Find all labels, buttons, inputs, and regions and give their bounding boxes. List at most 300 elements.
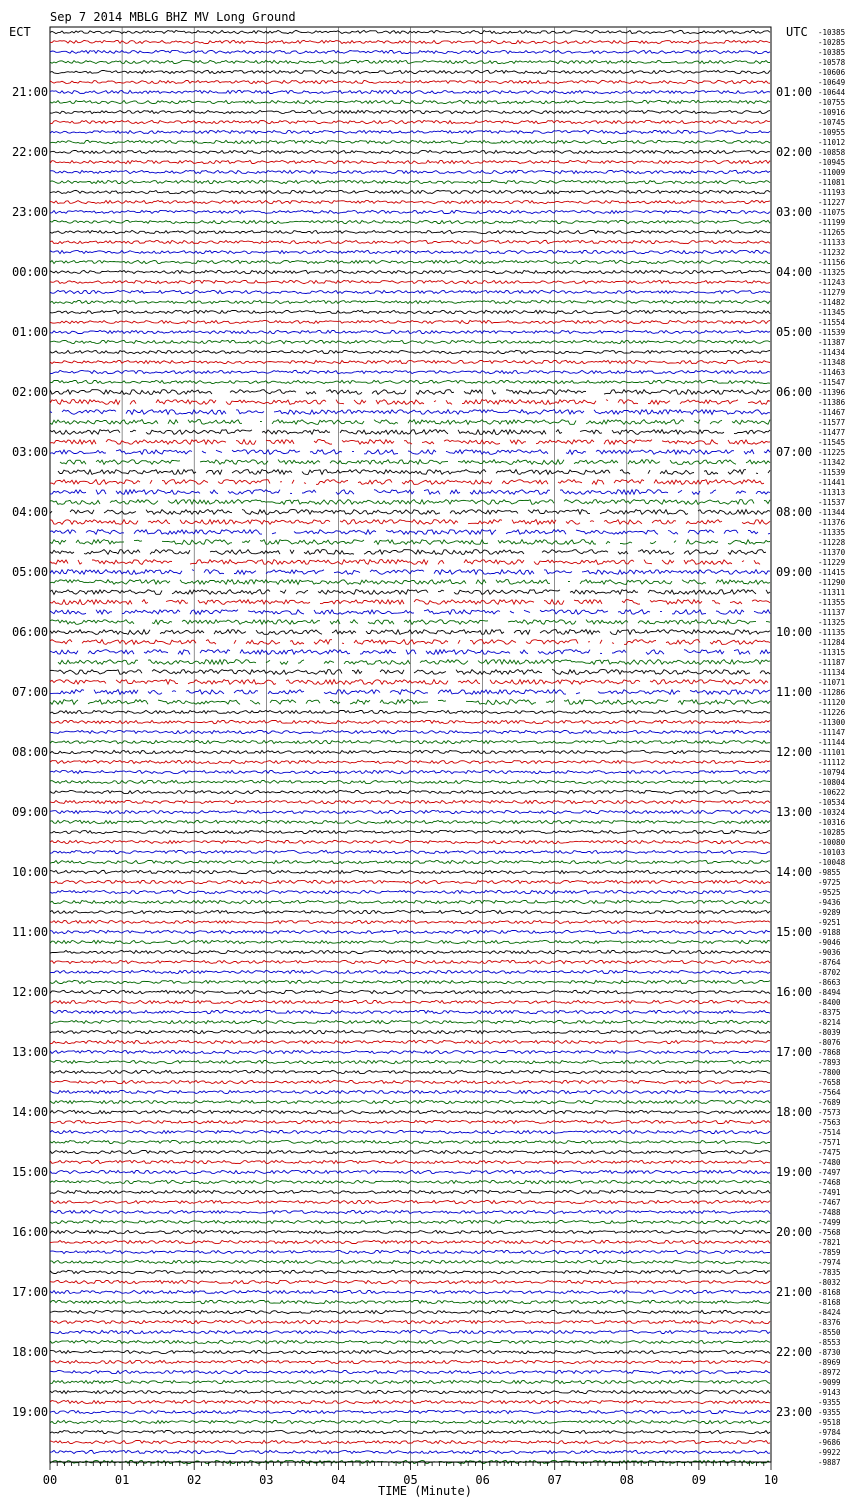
trace-line [50, 1320, 770, 1323]
trace-offset-label: -11009 [818, 168, 846, 177]
trace-offset-label: -11120 [818, 698, 846, 707]
trace-offset-label: -11376 [818, 518, 846, 527]
trace-offset-label: -11345 [818, 308, 846, 317]
trace-offset-label: -8375 [818, 1008, 841, 1017]
trace-line [50, 90, 770, 93]
trace-offset-label: -11075 [818, 208, 846, 217]
trace-line [50, 1280, 770, 1283]
trace-offset-label: -7497 [818, 1168, 841, 1177]
trace-offset-label: -11133 [818, 238, 846, 247]
trace-offset-label: -11144 [818, 738, 846, 747]
trace-line [50, 900, 770, 903]
left-hour-label: 08:00 [12, 745, 49, 759]
trace-line [50, 110, 770, 113]
trace-offset-label: -11227 [818, 198, 846, 207]
trace-line [50, 590, 770, 595]
trace-line [50, 300, 770, 303]
trace-offset-label: -11577 [818, 418, 846, 427]
trace-line [50, 420, 770, 425]
trace-line [50, 260, 770, 263]
trace-offset-label: -7468 [818, 1178, 841, 1187]
trace-line [50, 150, 770, 153]
trace-offset-label: -8494 [818, 988, 841, 997]
trace-line [50, 1440, 770, 1443]
trace-offset-label: -11537 [818, 498, 846, 507]
trace-offset-label: -8168 [818, 1288, 841, 1297]
left-hour-label: 00:00 [12, 265, 49, 279]
trace-offset-label: -8214 [818, 1018, 841, 1027]
trace-line [50, 1290, 770, 1293]
trace-offset-label: -10080 [818, 838, 846, 847]
trace-offset-label: -11279 [818, 288, 846, 297]
trace-line [50, 560, 770, 565]
trace-line [50, 220, 770, 223]
x-tick-label: 06 [475, 1473, 490, 1487]
trace-offset-label: -8972 [818, 1368, 841, 1377]
trace-offset-label: -7573 [818, 1108, 841, 1117]
trace-offset-label: -7821 [818, 1238, 841, 1247]
trace-line [50, 1070, 770, 1073]
trace-offset-label: -11265 [818, 228, 846, 237]
trace-line [50, 1360, 770, 1363]
trace-offset-label: -10385 [818, 28, 846, 37]
x-tick-label: 10 [763, 1473, 779, 1487]
trace-offset-label: -9188 [818, 928, 841, 937]
right-axis-label: UTC [786, 25, 808, 39]
trace-line [50, 380, 770, 383]
trace-line [50, 920, 770, 923]
trace-line [50, 200, 770, 203]
trace-line [50, 760, 770, 763]
trace-offset-label: -10534 [818, 798, 846, 807]
trace-line [50, 270, 770, 273]
trace-line [58, 470, 770, 475]
trace-line [50, 820, 770, 823]
left-hour-label: 05:00 [12, 565, 49, 579]
left-hour-label: 17:00 [12, 1285, 49, 1299]
trace-offset-label: -11325 [818, 618, 846, 627]
trace-offset-label: -11325 [818, 268, 846, 277]
right-hour-label: 08:00 [776, 505, 813, 519]
trace-line [50, 1100, 770, 1103]
trace-offset-label: -11441 [818, 478, 846, 487]
trace-offset-label: -11147 [818, 728, 846, 737]
trace-offset-label: -8424 [818, 1308, 841, 1317]
x-tick-label: 03 [259, 1473, 274, 1487]
trace-line [50, 160, 770, 163]
trace-offset-label: -10103 [818, 848, 846, 857]
trace-line [50, 1220, 770, 1223]
trace-offset-label: -8032 [818, 1278, 841, 1287]
trace-line [50, 1450, 770, 1453]
trace-offset-label: -9855 [818, 868, 841, 877]
trace-line [50, 1350, 770, 1353]
trace-offset-label: -11313 [818, 488, 846, 497]
left-hour-label: 09:00 [12, 805, 49, 819]
trace-offset-label: -7658 [818, 1078, 841, 1087]
right-hour-label: 14:00 [776, 865, 813, 879]
trace-line [50, 490, 770, 495]
trace-offset-label: -10644 [818, 88, 846, 97]
trace-offset-label: -7571 [818, 1138, 841, 1147]
trace-line [50, 790, 770, 793]
trace-line [50, 180, 770, 183]
trace-offset-label: -7475 [818, 1148, 841, 1157]
trace-offset-label: -9036 [818, 948, 841, 957]
trace-offset-label: -7480 [818, 1158, 841, 1167]
left-hour-label: 19:00 [12, 1405, 49, 1419]
trace-line [50, 1140, 770, 1143]
trace-offset-label: -9525 [818, 888, 841, 897]
left-hour-label: 03:00 [12, 445, 49, 459]
right-hour-label: 20:00 [776, 1225, 813, 1239]
trace-offset-label: -8702 [818, 968, 841, 977]
trace-offset-label: -11193 [818, 188, 846, 197]
trace-line [50, 430, 770, 435]
trace-line [50, 700, 770, 705]
trace-offset-label: -10755 [818, 98, 846, 107]
trace-offset-label: -9046 [818, 938, 841, 947]
trace-offset-label: -9355 [818, 1408, 841, 1417]
trace-line [50, 140, 770, 143]
trace-offset-label: -9355 [818, 1398, 841, 1407]
trace-offset-label: -11396 [818, 388, 846, 397]
trace-line [50, 970, 770, 973]
trace-offset-label: -7563 [818, 1118, 841, 1127]
trace-offset-label: -11071 [818, 678, 846, 687]
trace-line [50, 1330, 770, 1333]
trace-offset-label: -8730 [818, 1348, 841, 1357]
trace-line [50, 1060, 770, 1063]
trace-line [50, 250, 770, 253]
trace-offset-label: -10858 [818, 148, 846, 157]
trace-line [50, 400, 770, 405]
trace-offset-label: -8076 [818, 1038, 841, 1047]
trace-offset-label: -10804 [818, 778, 846, 787]
trace-line [50, 860, 770, 863]
right-hour-label: 15:00 [776, 925, 813, 939]
trace-offset-label: -10622 [818, 788, 846, 797]
left-hour-label: 10:00 [12, 865, 49, 879]
trace-line [50, 50, 770, 53]
trace-line [50, 810, 770, 813]
trace-offset-label: -11370 [818, 548, 846, 557]
trace-line [50, 360, 770, 363]
trace-offset-label: -11477 [818, 428, 846, 437]
trace-line [50, 500, 770, 505]
trace-line [50, 1030, 770, 1033]
left-hour-label: 21:00 [12, 85, 49, 99]
right-hour-label: 19:00 [776, 1165, 813, 1179]
trace-line [50, 1010, 770, 1013]
trace-offset-label: -11463 [818, 368, 846, 377]
trace-offset-label: -11156 [818, 258, 846, 267]
trace-offset-label: -10649 [818, 78, 846, 87]
trace-offset-label: -8969 [818, 1358, 841, 1367]
trace-line [50, 1260, 770, 1263]
left-hour-label: 04:00 [12, 505, 49, 519]
trace-line [50, 510, 770, 515]
trace-offset-label: -7893 [818, 1058, 841, 1067]
right-hour-label: 23:00 [776, 1405, 813, 1419]
trace-offset-label: -9686 [818, 1438, 841, 1447]
trace-line [50, 780, 770, 783]
trace-offset-label: -11134 [818, 668, 846, 677]
trace-line [50, 690, 770, 695]
trace-line [50, 1310, 770, 1313]
left-hour-label: 06:00 [12, 625, 49, 639]
trace-offset-label: -10745 [818, 118, 846, 127]
trace-line [50, 240, 770, 243]
seismic-traces [50, 30, 770, 1463]
trace-offset-label: -9251 [818, 918, 841, 927]
trace-line [50, 980, 770, 983]
trace-offset-labels [818, 28, 846, 1467]
trace-offset-label: -7689 [818, 1098, 841, 1107]
trace-line [50, 410, 770, 415]
trace-line [50, 370, 770, 373]
trace-offset-label: -11415 [818, 568, 846, 577]
right-hour-label: 16:00 [776, 985, 813, 999]
x-tick-label: 00 [42, 1473, 58, 1487]
trace-offset-label: -11539 [818, 328, 846, 337]
trace-offset-label: -11226 [818, 708, 846, 717]
trace-line [50, 1090, 770, 1093]
trace-offset-label: -11137 [818, 608, 846, 617]
trace-line [50, 1390, 770, 1393]
trace-line [50, 1340, 770, 1343]
trace-line [50, 230, 770, 233]
trace-line [50, 1080, 770, 1083]
trace-offset-label: -11135 [818, 628, 846, 637]
trace-line [50, 720, 770, 723]
trace-line [50, 640, 770, 645]
trace-offset-label: -11228 [818, 538, 846, 547]
trace-offset-label: -8376 [818, 1318, 841, 1327]
trace-offset-label: -11081 [818, 178, 846, 187]
left-hour-label: 11:00 [12, 925, 49, 939]
trace-line [50, 530, 770, 535]
trace-line [60, 460, 770, 465]
trace-line [50, 280, 770, 283]
trace-offset-label: -11539 [818, 468, 846, 477]
trace-offset-label: -9725 [818, 878, 841, 887]
right-hour-label: 03:00 [776, 205, 813, 219]
trace-line [50, 1270, 770, 1273]
trace-offset-label: -10316 [818, 818, 846, 827]
trace-line [50, 990, 770, 993]
left-hour-label: 02:00 [12, 385, 49, 399]
trace-line [50, 930, 770, 933]
trace-line [50, 40, 770, 43]
trace-offset-label: -7488 [818, 1208, 841, 1217]
left-hour-labels [12, 85, 48, 1419]
left-hour-label: 16:00 [12, 1225, 49, 1239]
trace-offset-label: -11467 [818, 408, 846, 417]
trace-line [50, 840, 770, 843]
x-axis-label: TIME (Minute) [378, 1484, 472, 1498]
right-hour-label: 06:00 [776, 385, 813, 399]
trace-line [50, 650, 770, 655]
trace-line [50, 580, 770, 585]
trace-offset-label: -11112 [818, 758, 846, 767]
trace-line [50, 1230, 770, 1233]
trace-line [50, 480, 764, 485]
trace-offset-label: -9289 [818, 908, 841, 917]
trace-offset-label: -11229 [818, 558, 846, 567]
left-hour-label: 18:00 [12, 1345, 49, 1359]
trace-line [50, 1120, 770, 1123]
trace-line [50, 1000, 770, 1003]
trace-offset-label: -11300 [818, 718, 846, 727]
trace-offset-label: -7564 [818, 1088, 841, 1097]
x-tick-label: 08 [619, 1473, 635, 1487]
trace-offset-label: -11342 [818, 458, 846, 467]
trace-offset-label: -9436 [818, 898, 841, 907]
left-hour-label: 01:00 [12, 325, 49, 339]
trace-line [50, 1180, 770, 1183]
trace-line [50, 1170, 770, 1173]
trace-line [50, 130, 770, 133]
trace-offset-label: -8039 [818, 1028, 841, 1037]
trace-line [50, 100, 770, 103]
trace-offset-label: -8400 [818, 998, 841, 1007]
trace-line [50, 1250, 770, 1253]
trace-offset-label: -7467 [818, 1198, 841, 1207]
trace-offset-label: -11187 [818, 658, 846, 667]
left-hour-label: 23:00 [12, 205, 49, 219]
x-tick-label: 02 [186, 1473, 202, 1487]
right-hour-label: 04:00 [776, 265, 813, 279]
trace-offset-label: -11311 [818, 588, 846, 597]
right-hour-label: 17:00 [776, 1045, 813, 1059]
trace-line [50, 680, 768, 685]
trace-line [50, 60, 770, 63]
trace-line [50, 1020, 770, 1023]
trace-line [50, 350, 770, 353]
trace-offset-label: -11290 [818, 578, 846, 587]
trace-line [50, 1160, 770, 1163]
trace-line [50, 850, 770, 853]
x-tick-label: 04 [331, 1473, 346, 1487]
left-hour-label: 15:00 [12, 1165, 49, 1179]
trace-offset-label: -11012 [818, 138, 846, 147]
trace-offset-label: -11315 [818, 648, 846, 657]
trace-offset-label: -10945 [818, 158, 846, 167]
trace-offset-label: -9784 [818, 1428, 841, 1437]
trace-offset-label: -10285 [818, 38, 846, 47]
trace-line [50, 1240, 770, 1243]
trace-line [50, 570, 770, 575]
trace-line [50, 450, 770, 455]
trace-offset-label: -7974 [818, 1258, 841, 1267]
trace-offset-label: -11386 [818, 398, 846, 407]
trace-line [50, 1410, 770, 1413]
trace-offset-label: -10285 [818, 828, 846, 837]
trace-offset-label: -10916 [818, 108, 846, 117]
right-hour-label: 12:00 [776, 745, 813, 759]
left-hour-label: 12:00 [12, 985, 49, 999]
trace-offset-label: -10606 [818, 68, 846, 77]
trace-line [50, 330, 770, 333]
right-hour-label: 02:00 [776, 145, 813, 159]
trace-line [50, 210, 770, 213]
trace-line [50, 800, 770, 803]
left-hour-label: 22:00 [12, 145, 49, 159]
trace-line [50, 170, 770, 173]
trace-line [50, 770, 770, 773]
trace-offset-label: -7835 [818, 1268, 841, 1277]
trace-line [50, 940, 770, 943]
trace-offset-label: -11284 [818, 638, 846, 647]
trace-offset-label: -11243 [818, 278, 846, 287]
trace-line [50, 1210, 770, 1213]
trace-line [50, 740, 770, 743]
x-tick-label: 01 [114, 1473, 130, 1487]
trace-offset-label: -7568 [818, 1228, 841, 1237]
trace-offset-label: -7859 [818, 1248, 841, 1257]
trace-offset-label: -9143 [818, 1388, 841, 1397]
chart-title: Sep 7 2014 MBLG BHZ MV Long Ground [50, 10, 296, 24]
trace-line [50, 880, 770, 883]
right-hour-label: 07:00 [776, 445, 813, 459]
trace-offset-label: -8550 [818, 1328, 841, 1337]
trace-offset-label: -10385 [818, 48, 846, 57]
trace-line [50, 290, 770, 293]
left-hour-label: 14:00 [12, 1105, 49, 1119]
trace-offset-label: -11554 [818, 318, 846, 327]
trace-offset-label: -11344 [818, 508, 846, 517]
trace-offset-label: -9922 [818, 1448, 841, 1457]
trace-offset-label: -10794 [818, 768, 846, 777]
trace-line [50, 390, 770, 395]
trace-offset-label: -11387 [818, 338, 846, 347]
trace-line [50, 520, 770, 525]
trace-offset-label: -8663 [818, 978, 841, 987]
trace-offset-label: -7800 [818, 1068, 841, 1077]
trace-line [50, 190, 770, 193]
trace-line [50, 120, 770, 123]
trace-offset-label: -7514 [818, 1128, 841, 1137]
trace-line [50, 1430, 770, 1433]
trace-line [50, 610, 770, 615]
trace-offset-label: -11547 [818, 378, 846, 387]
x-tick-label: 07 [547, 1473, 562, 1487]
trace-line [50, 1040, 770, 1043]
trace-line [50, 750, 770, 753]
trace-offset-label: -11482 [818, 298, 846, 307]
trace-offset-label: -7499 [818, 1218, 841, 1227]
trace-line [50, 630, 770, 635]
trace-offset-label: -11286 [818, 688, 846, 697]
x-axis [43, 1462, 778, 1487]
x-tick-label: 05 [403, 1473, 418, 1487]
trace-offset-label: -8168 [818, 1298, 841, 1307]
trace-offset-label: -10048 [818, 858, 846, 867]
trace-line [50, 1300, 770, 1303]
trace-line [50, 890, 770, 893]
trace-line [50, 960, 770, 963]
x-tick-label: 09 [691, 1473, 707, 1487]
trace-line [50, 1420, 770, 1423]
trace-offset-label: -11101 [818, 748, 846, 757]
trace-line [50, 950, 770, 953]
trace-line [50, 540, 770, 545]
trace-offset-label: -11335 [818, 528, 846, 537]
trace-offset-label: -11348 [818, 358, 846, 367]
right-hour-label: 09:00 [776, 565, 813, 579]
trace-line [50, 620, 770, 625]
